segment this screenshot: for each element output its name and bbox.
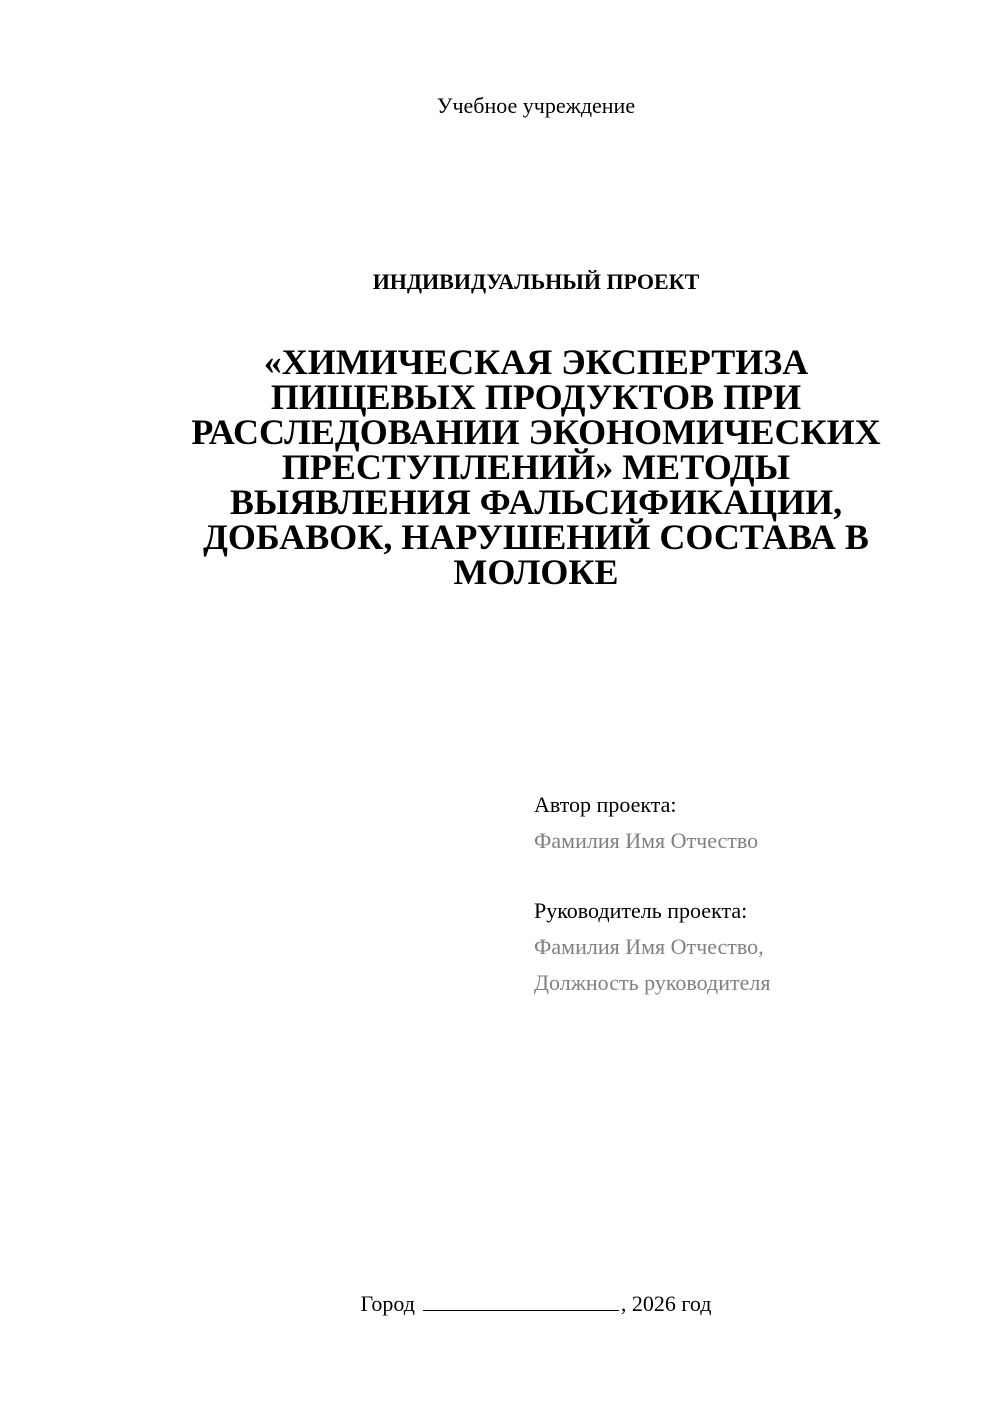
title-line: МОЛОКЕ [453,552,619,592]
year-text: , 2026 год [620,1291,712,1316]
author-label: Автор проекта: [534,792,677,817]
title-line: ВЫЯВЛЕНИЯ ФАЛЬСИФИКАЦИИ, [229,482,843,522]
document-type: ИНДИВИДУАЛЬНЫЙ ПРОЕКТ [372,269,700,294]
city-year-line [0,1290,1000,1318]
title-line: ПРЕСТУПЛЕНИЙ» МЕТОДЫ [281,447,791,487]
supervisor-block [534,893,964,1001]
project-title [100,342,972,592]
title-line: ПИЩЕВЫХ ПРОДУКТОВ ПРИ [270,377,802,417]
city-label: Город [360,1291,415,1316]
supervisor-label: Руководитель проекта: [534,898,748,923]
institution-name: Учебное учреждение [436,93,636,118]
author-name: Фамилия Имя Отчество [534,828,759,853]
city-blank-line [423,1290,619,1311]
title-line: ДОБАВОК, НАРУШЕНИЙ СОСТАВА В [203,517,869,557]
title-line: «ХИМИЧЕСКАЯ ЭКСПЕРТИЗА [263,342,809,382]
supervisor-position: Должность руководителя [534,970,771,995]
title-line: РАССЛЕДОВАНИИ ЭКОНОМИЧЕСКИХ [191,412,881,452]
author-block [534,787,964,859]
supervisor-name: Фамилия Имя Отчество, [534,934,764,959]
